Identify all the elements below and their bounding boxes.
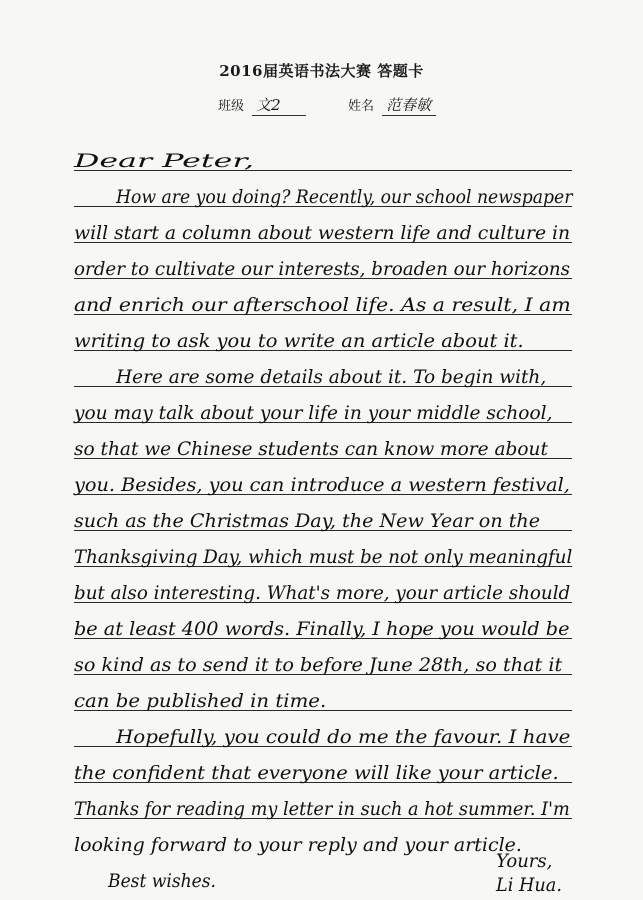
letter-line: so kind as to send it to before June 28th, so that it — [74, 654, 563, 676]
letter-line: and enrich our afterschool life. As a result, I am — [74, 294, 571, 316]
letter-line: Thanksgiving Day, which must be not only meaningful — [74, 546, 573, 568]
letter-line: the confident that everyone will like your article. — [74, 762, 559, 784]
letter-line: How are you doing? Recently, our school newspaper — [116, 186, 573, 208]
name-value: 范春敏 — [382, 94, 436, 116]
letter-line: will start a column about western life and culture in — [74, 222, 571, 244]
letter-line: be at least 400 words. Finally, I hope you would be — [74, 618, 570, 640]
closing-yours: Yours, — [496, 850, 553, 872]
name-label: 姓名 — [348, 99, 375, 114]
letter-line: Hopefully, you could do me the favour. I have — [116, 726, 571, 748]
signature: Li Hua. — [496, 874, 562, 896]
letter-line: writing to ask you to write an article about it. — [74, 330, 524, 352]
letter-line: Here are some details about it. To begin with, — [116, 366, 547, 388]
letter-line: you. Besides, you can introduce a western festival, — [74, 474, 570, 496]
letter-line: order to cultivate our interests, broaden our horizons — [74, 258, 570, 280]
letter-line: looking forward to your reply and your article. — [74, 834, 522, 856]
salutation: Dear Peter, — [74, 150, 255, 172]
letter-line: you may talk about your life in your middle school, — [74, 402, 553, 424]
letter-line: so that we Chinese students can know more about — [74, 438, 548, 460]
sheet-title: 2016届英语书法大赛 答题卡 — [219, 62, 424, 80]
name-field — [348, 94, 436, 116]
letter-line: can be published in time. — [74, 690, 327, 712]
letter-line: such as the Christmas Day, the New Year on the — [74, 510, 541, 532]
class-value: 文2 — [252, 94, 306, 116]
class-label: 班级 — [218, 99, 245, 114]
letter-line: Thanks for reading my letter in such a hot summer. I'm — [74, 798, 570, 820]
letter-line: but also interesting. What's more, your article should — [74, 582, 571, 604]
class-field — [218, 94, 306, 116]
closing-wishes: Best wishes. — [108, 870, 216, 892]
